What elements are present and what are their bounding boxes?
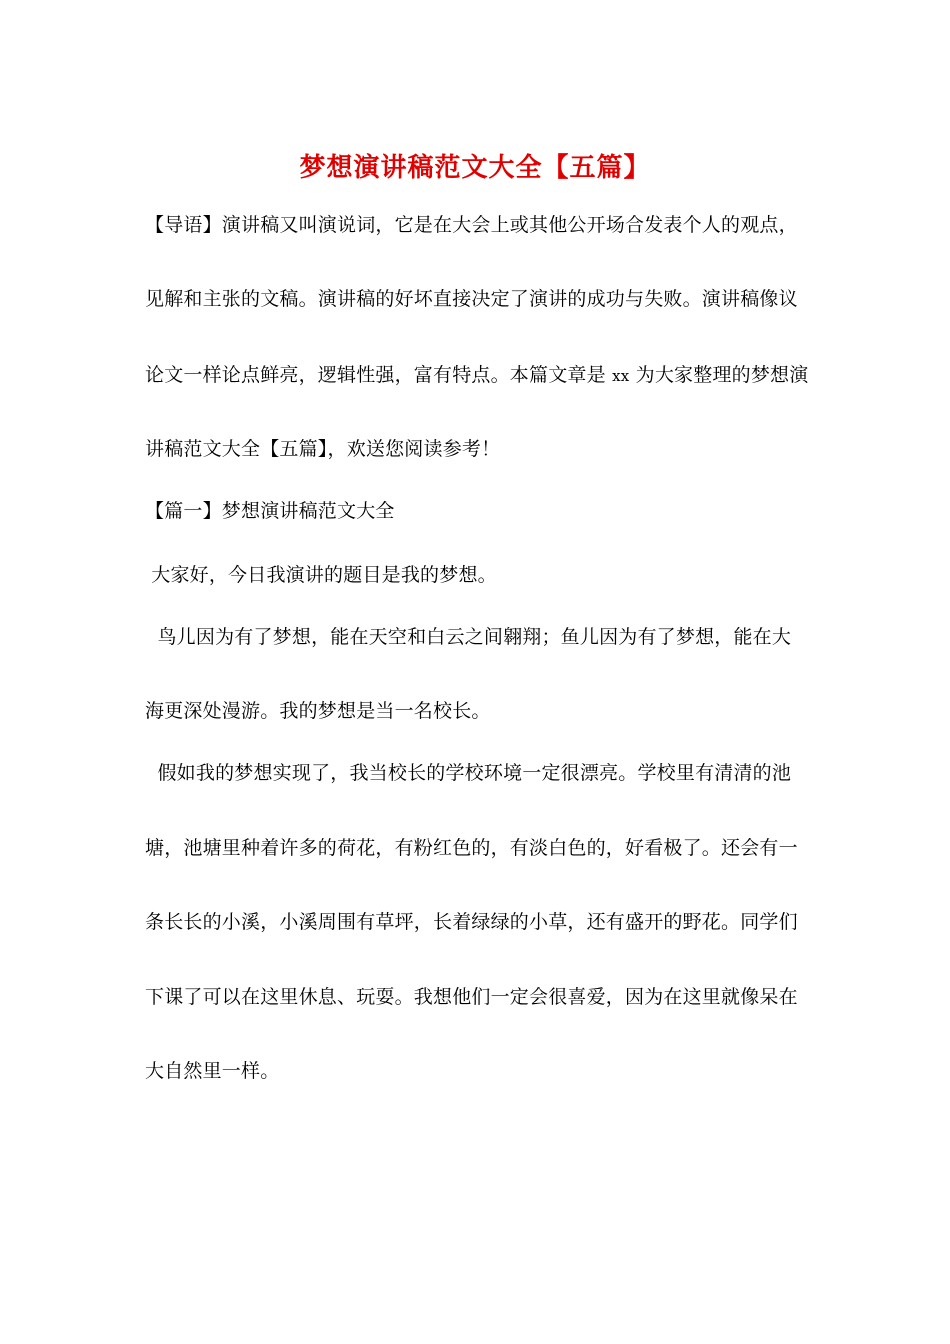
intro-line-3-text-a: 论文一样论点鲜亮，逻辑性强，富有特点。本篇文章是 [145,364,606,386]
section-heading: 【篇一】梦想演讲稿范文大全 [145,500,395,522]
intro-line-1: 【导语】演讲稿又叫演说词，它是在大会上或其他公开场合发表个人的观点， [145,214,798,236]
paragraph-3-line-3: 条长长的小溪，小溪周围有草坪，长着绿绿的小草，还有盛开的野花。同学们 [145,911,798,933]
paragraph-3-line-5: 大自然里一样。 [145,1060,280,1082]
intro-line-3 [145,361,815,390]
intro-line-3-text-b: 为大家整理的梦想演 [635,364,809,386]
paragraph-3-line-1: 假如我的梦想实现了，我当校长的学校环境一定很漂亮。学校里有清清的池 [145,762,792,784]
intro-line-2: 见解和主张的文稿。演讲稿的好坏直接决定了演讲的成功与失败。演讲稿像议 [145,288,798,310]
paragraph-2-line-1: 鸟儿因为有了梦想，能在天空和白云之间翱翔；鱼儿因为有了梦想，能在大 [145,626,792,648]
paragraph-3-line-4: 下课了可以在这里休息、玩耍。我想他们一定会很喜爱，因为在这里就像呆在 [145,986,798,1008]
intro-line-3-placeholder: xx [612,367,630,385]
intro-line-4: 讲稿范文大全【五篇】，欢送您阅读参考！ [145,438,501,460]
paragraph-1-line-1: 大家好，今日我演讲的题目是我的梦想。 [145,564,497,586]
paragraph-2-line-2: 海更深处漫游。我的梦想是当一名校长。 [145,700,491,722]
document-title: 梦想演讲稿范文大全【五篇】 [299,153,651,183]
paragraph-3-line-2: 塘，池塘里种着许多的荷花，有粉红色的，有淡白色的，好看极了。还会有一 [145,837,798,859]
